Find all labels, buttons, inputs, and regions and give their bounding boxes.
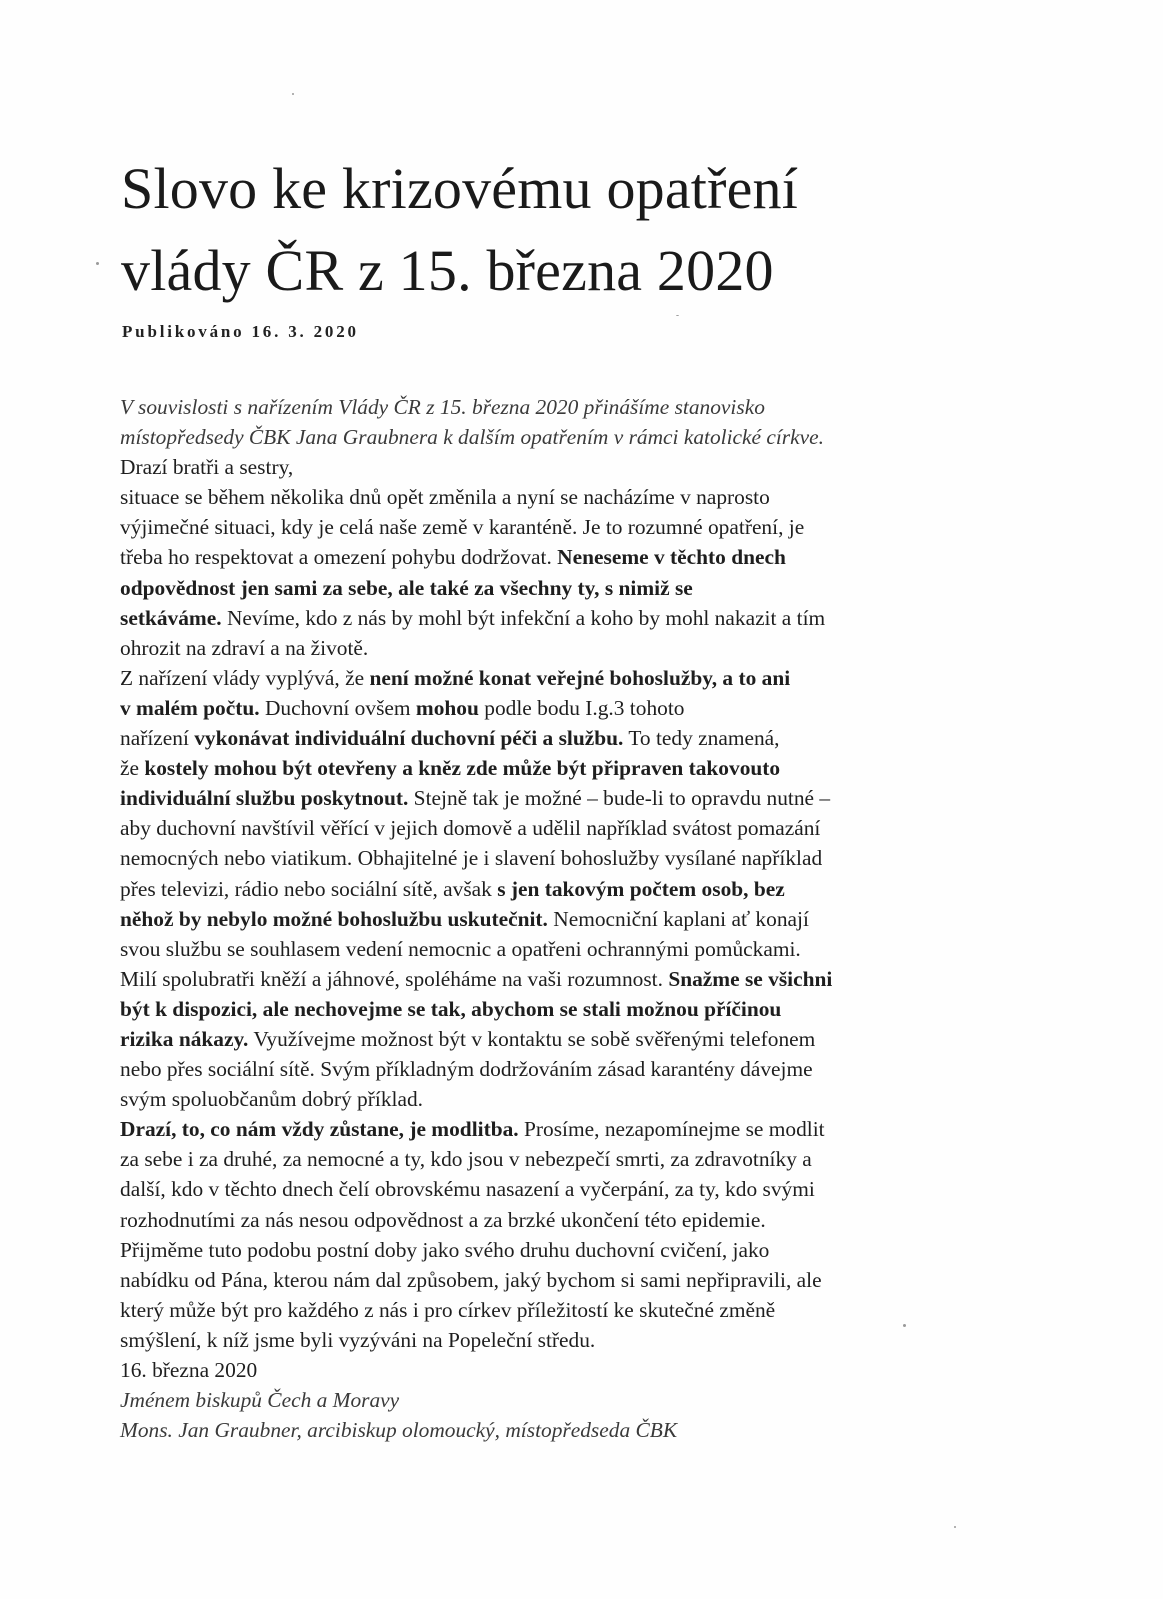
body-text: Využívejme možnost být v kontaktu se sobě svěřenými telefonem	[248, 1026, 816, 1051]
scan-speck	[96, 262, 99, 265]
bold-text: rizika nákazy.	[120, 1026, 249, 1051]
scan-speck	[292, 93, 294, 95]
body-line	[120, 874, 980, 904]
body-text: Drazí bratři a sestry,	[120, 455, 294, 480]
body-line	[120, 1054, 980, 1084]
italic-text: Jménem biskupů Čech a Moravy	[120, 1388, 400, 1413]
body-line	[120, 904, 980, 934]
bold-text: kostely mohou být otevřeny a kněz zde může být připraven takovouto	[144, 756, 781, 781]
italic-text: Mons. Jan Graubner, arcibiskup olomoucký, místopředseda ČBK	[120, 1418, 678, 1443]
body-line	[120, 753, 980, 783]
body-text: výjimečné situaci, kdy je celá naše země v karanténě. Je to rozumné opatření, je	[120, 515, 805, 540]
body-line	[120, 964, 980, 994]
bold-text: v malém počtu.	[120, 695, 260, 720]
title-line: vlády ČR z 15. března 2020	[121, 238, 774, 303]
publication-date: Publikováno 16. 3. 2020	[122, 322, 359, 341]
body-line	[120, 1205, 980, 1235]
bold-text: odpovědnost jen sami za sebe, ale také za všechny ty, s nimiž se	[120, 575, 693, 600]
body-line	[120, 1024, 980, 1054]
body-text: 16. března 2020	[120, 1358, 258, 1382]
bold-text: Neneseme v těchto dnech	[557, 545, 786, 570]
body-line	[120, 1265, 980, 1295]
bold-text: vykonávat individuální duchovní péči a službu.	[194, 726, 624, 751]
body-line	[120, 723, 980, 753]
body-line	[120, 482, 980, 512]
body-text: rozhodnutími za nás nesou odpovědnost a za brzké ukončení této epidemie.	[120, 1207, 766, 1232]
body-text: To tedy znamená,	[623, 726, 780, 751]
body-text: přes televizi, rádio nebo sociální sítě, avšak	[120, 876, 498, 901]
body-line	[120, 994, 980, 1024]
body-line	[120, 843, 980, 873]
body-line	[120, 1325, 980, 1355]
body-text: situace se během několika dnů opět změnila a nyní se nacházíme v naprosto	[120, 485, 770, 510]
body-text: Nemocniční kaplani ať konají	[547, 906, 809, 931]
body-text: Stejně tak je možné – bude-li to opravdu nutné –	[408, 786, 831, 811]
body-text: další, kdo v těchto dnech čelí obrovskému nasazení a vyčerpání, za ty, kdo svými	[120, 1177, 815, 1202]
scan-speck	[954, 1526, 956, 1528]
body-text: ohrozit na zdraví a na životě.	[120, 635, 369, 660]
body-line	[120, 1114, 980, 1144]
body-line	[120, 422, 980, 452]
body-text: třeba ho respektovat a omezení pohybu dodržovat.	[120, 545, 558, 570]
bold-text: s jen takovým počtem osob, bez	[497, 876, 785, 901]
italic-text: místopředsedy ČBK Jana Graubnera k dalším opatřením v rámci katolické církve.	[120, 425, 824, 450]
body-text: nemocných nebo viatikum. Obhajitelné je i slavení bohoslužby vysílané například	[120, 846, 823, 871]
body-text: nařízení	[120, 726, 195, 751]
bold-text: mohou	[415, 695, 479, 720]
body-line	[120, 452, 980, 482]
body-text: nebo přes sociální sítě. Svým příkladným dodržováním zásad karantény dávejme	[120, 1057, 813, 1082]
body-line	[120, 1295, 980, 1325]
body-line	[120, 1084, 980, 1114]
body-text: svou službu se souhlasem vedení nemocnic a opatřeni ochrannými pomůckami.	[120, 936, 801, 961]
body-line	[120, 512, 980, 542]
body-text: Duchovní ovšem	[259, 695, 416, 720]
body-text: aby duchovní navštívil věřící v jejich domově a udělil například svátost pomazání	[120, 816, 821, 841]
body-line	[120, 1415, 980, 1445]
body-line	[120, 663, 980, 693]
body-line	[120, 1385, 980, 1415]
bold-text: setkáváme.	[120, 605, 222, 630]
bold-text: individuální službu poskytnout.	[120, 786, 409, 811]
article-body	[120, 392, 980, 1445]
bold-text: není možné konat veřejné bohoslužby, a to ani	[369, 665, 791, 690]
bold-text: být k dispozici, ale nechovejme se tak, abychom se stali možnou příčinou	[120, 996, 782, 1021]
page-title	[121, 148, 1021, 312]
scan-speck	[903, 1324, 906, 1327]
body-line	[120, 603, 980, 633]
body-text: Nevíme, kdo z nás by mohl být infekční a koho by mohl nakazit a tím	[221, 605, 826, 630]
body-line	[120, 542, 980, 572]
body-text: Z nařízení vlády vyplývá, že	[120, 665, 370, 690]
body-text: který může být pro každého z nás i pro církev příležitostí ke skutečné změně	[120, 1297, 776, 1322]
body-line	[120, 1144, 980, 1174]
body-line	[120, 573, 980, 603]
bold-text: Drazí, to, co nám vždy zůstane, je modlitba.	[120, 1117, 519, 1142]
title-line: Slovo ke krizovému opatření	[121, 156, 799, 221]
body-text: svým spoluobčanům dobrý příklad.	[120, 1087, 423, 1112]
body-text: že	[120, 756, 145, 781]
body-text: smýšlení, k níž jsme byli vyzýváni na Popeleční středu.	[120, 1327, 596, 1352]
body-text: Milí spolubratři kněží a jáhnové, spoléháme na vaši rozumnost.	[120, 966, 669, 991]
body-text: Přijměme tuto podobu postní doby jako svého druhu duchovní cvičení, jako	[120, 1237, 770, 1262]
italic-text: V souvislosti s nařízením Vlády ČR z 15. března 2020 přinášíme stanovisko	[120, 395, 765, 419]
body-line	[120, 1174, 980, 1204]
body-line	[120, 813, 980, 843]
body-text: podle bodu I.g.3 tohoto	[478, 695, 685, 720]
body-text: nabídku od Pána, kterou nám dal způsobem, jaký bychom si sami nepřipravili, ale	[120, 1267, 822, 1292]
body-line	[120, 1235, 980, 1265]
scan-speck	[676, 315, 679, 316]
body-line	[120, 934, 980, 964]
body-line	[120, 392, 980, 422]
body-text: za sebe i za druhé, za nemocné a ty, kdo jsou v nebezpečí smrti, za zdravotníky a	[120, 1147, 812, 1172]
body-line	[120, 1355, 980, 1385]
bold-text: něhož by nebylo možné bohoslužbu uskutečnit.	[120, 906, 548, 931]
bold-text: Snažme se všichni	[668, 966, 833, 991]
body-line	[120, 783, 980, 813]
body-line	[120, 633, 980, 663]
body-text: Prosíme, nezapomínejme se modlit	[518, 1117, 825, 1142]
body-line	[120, 693, 980, 723]
